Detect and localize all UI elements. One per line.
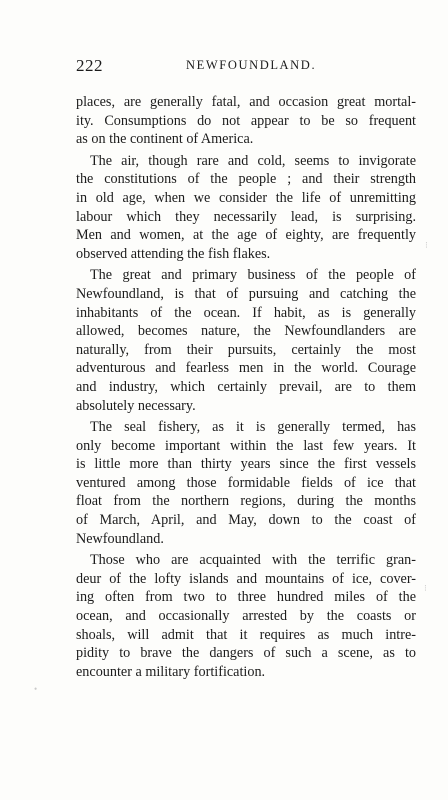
paragraph (76, 93, 416, 149)
paragraph (76, 266, 416, 415)
text-line: Those who are acquainted with the terrific gran- (90, 552, 416, 569)
text-line: shoals, will admit that it requires as much intre- (76, 626, 416, 643)
paragraph (76, 152, 416, 264)
text-line: places, are generally fatal, and occasion great mortal- (76, 94, 416, 110)
text-line: of March, April, and May, down to the coast of (76, 512, 416, 529)
text-line: allowed, becomes nature, the Newfoundlanders are (76, 323, 416, 340)
text-line: in old age, when we consider the life of unremitting (76, 189, 416, 206)
paper-speck: ⁝ (424, 583, 427, 593)
text-line: only become important within the last few years. It (76, 437, 416, 454)
text-line: float from the northern regions, during the months (76, 493, 416, 510)
text-line: is little more than thirty years since the first vessels (76, 456, 416, 473)
text-line: and industry, which certainly prevail, are to them (76, 378, 416, 395)
text-line: ity. Consumptions do not appear to be so frequent (76, 112, 416, 129)
text-line: ing often from two to three hundred miles of the (76, 589, 416, 606)
text-line: pidity to brave the dangers of such a scene, as to (76, 645, 416, 662)
text-line: adventurous and fearless men in the world. Courage (76, 360, 416, 377)
page-number: 222 (76, 56, 103, 75)
text-line: inhabitants of the ocean. If habit, as is generally (76, 304, 416, 321)
paragraph (76, 418, 416, 548)
text-line: encounter a military fortification. (76, 663, 266, 680)
text-line: as on the continent of America. (76, 131, 254, 148)
text-line: Newfoundland, is that of pursuing and catching the (76, 285, 416, 302)
paper-speck: ⁝ (425, 240, 428, 250)
text-line: ocean, and occasionally arrested by the coasts or (76, 608, 416, 625)
text-line: observed attending the fish flakes. (76, 245, 271, 262)
text-line: the constitutions of the people ; and their strength (76, 171, 416, 188)
text-line: Men and women, at the age of eighty, are frequently (76, 227, 416, 244)
paragraph (76, 551, 416, 681)
text-line: The great and primary business of the people of (90, 267, 416, 284)
page-header (76, 56, 416, 78)
text-line: naturally, from their pursuits, certainly the most (76, 341, 416, 358)
paper-speck: • (34, 684, 38, 694)
text-line: The seal fishery, as it is generally termed, has (90, 419, 416, 436)
text-line: Newfoundland. (76, 530, 164, 547)
text-line: deur of the lofty islands and mountains of ice, cover- (76, 570, 416, 587)
text-line: The air, though rare and cold, seems to invigorate (90, 152, 416, 169)
body-text (76, 93, 416, 684)
running-head: NEWFOUNDLAND. (186, 58, 317, 72)
text-line: labour which they necessarily lead, is surprising. (76, 208, 416, 225)
text-line: ventured among those formidable fields of ice that (76, 474, 416, 491)
text-line: absolutely necessary. (76, 397, 196, 414)
